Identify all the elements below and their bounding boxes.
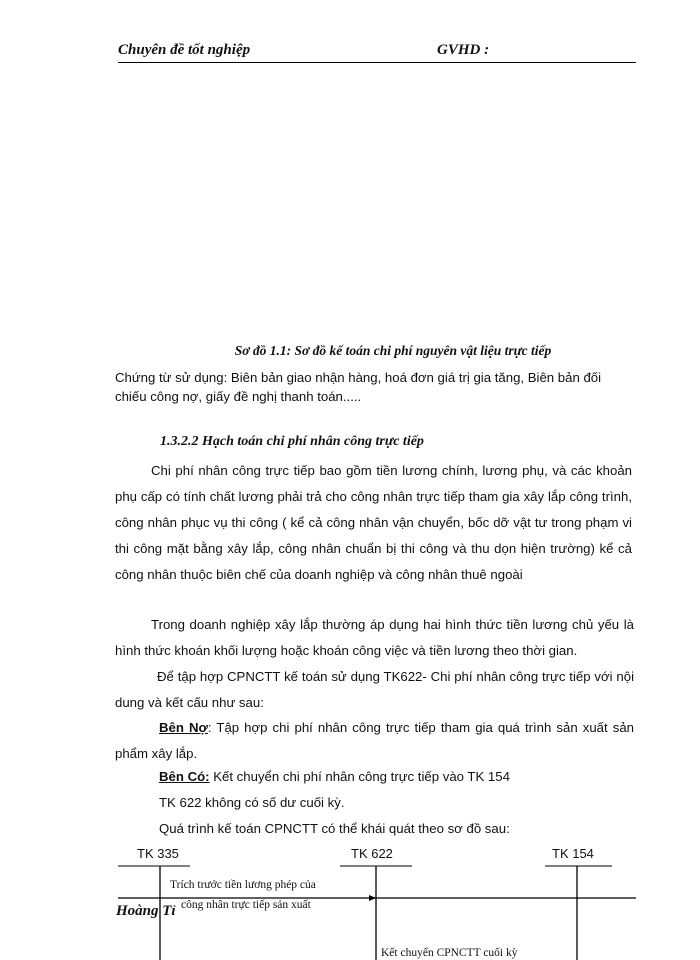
entry1-line2: công nhân trực tiếp sản xuất [181,899,311,911]
account-tk622: TK 622 [351,846,393,861]
arrow-head-icon [369,895,376,901]
header-supervisor: GVHD : [437,42,490,58]
debit-text: : Tập hợp chi phí nhân công trực tiếp tham gia quá trình sản xuất sản phẩm xây lắp. [115,720,635,761]
section-title: 1.3.2.2 Hạch toán chi phí nhân công trực tiếp [160,434,424,449]
credit-text: Kết chuyển chi phí nhân công trực tiếp vào TK 154 [209,769,510,784]
paragraph-no-balance: TK 622 không có số dư cuối kỳ. [159,795,345,810]
footer-author: Hoàng Tỉ [116,903,176,919]
entry2-text: Kết chuyển CPNCTT cuối kỳ [381,947,518,959]
diagram-caption: Sơ đồ 1.1: Sơ đồ kế toán chi phí nguyên vật liệu trực tiếp [234,343,552,358]
paragraph-wage-forms: Trong doanh nghiệp xây lắp thường áp dụng hai hình thức tiền lương chủ yếu là hình thức khoán khối lượng hoặc khoán công việc và tiền lương theo thời gian. [115,617,634,658]
paragraph-direct-labor: Chi phí nhân công trực tiếp bao gồm tiền lương chính, lương phụ, và các khoản phụ cấp có tính chất lương phải trả cho công nhân trực tiếp tham gia xây lắp công trình, công nhân phục vụ thi công ( kể cả công nhân vận chuyển, bốc dỡ vật tư trong phạm vi thi công mặt bằng xây lắp, công nhân chuẩn bị thi công và thu dọn hiện trường) kể cả công nhân thuộc biên chế của doanh nghiệp và công nhân thuê ngoài [115,463,632,582]
header-title: Chuyên đề tốt nghiệp [118,42,251,58]
debit-label: Bên Nợ [159,720,208,735]
credit-label: Bên Có: [159,769,210,784]
documents-used: Chứng từ sử dụng: Biên bản giao nhận hàng, hoá đơn giá trị gia tăng, Biên bản đối chiếu công nợ, giấy đề nghị thanh toán..... [115,370,602,404]
account-tk335: TK 335 [137,846,179,861]
paragraph-tk622: Để tập hợp CPNCTT kế toán sử dụng TK622- Chi phí nhân công trực tiếp với nội dung và kết cấu như sau: [115,669,634,710]
entry1-line1: Trích trước tiền lương phép của [170,879,316,891]
paragraph-process-intro: Quá trình kế toán CPNCTT có thể khái quát theo sơ đồ sau: [159,821,510,836]
account-tk154: TK 154 [552,846,594,861]
